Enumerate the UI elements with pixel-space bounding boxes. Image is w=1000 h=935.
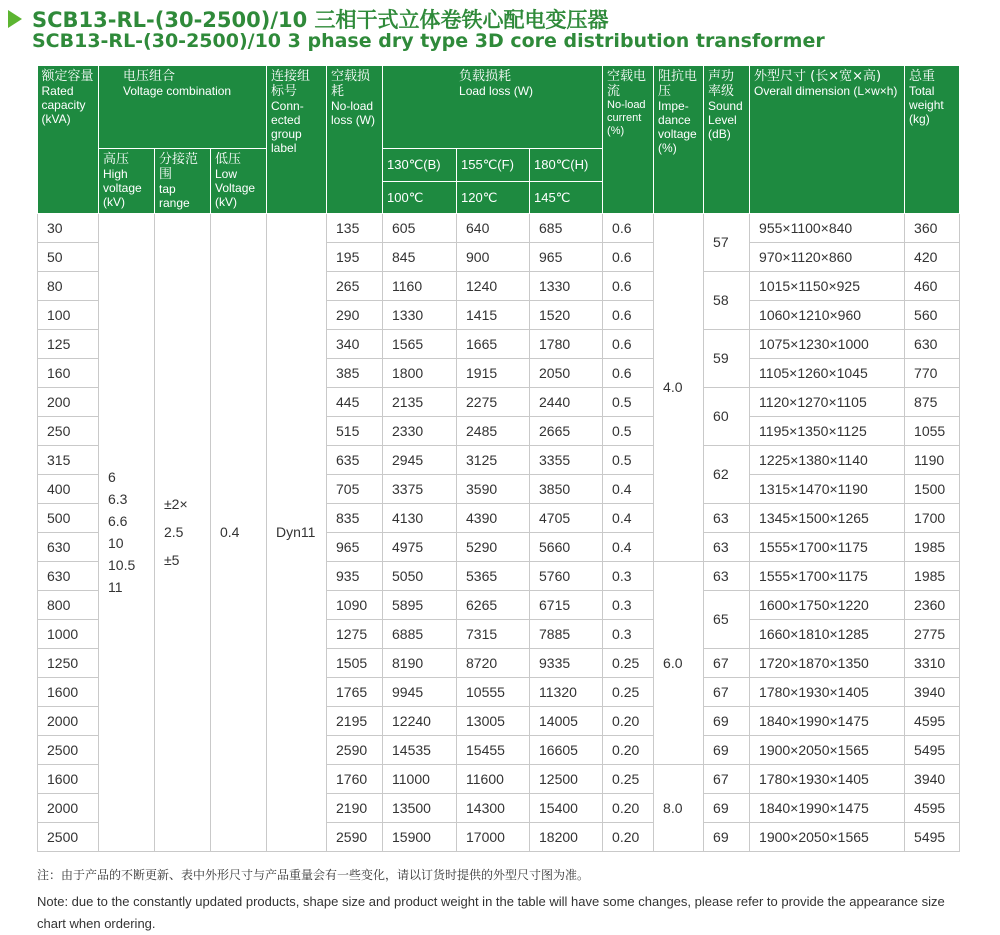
cell-load-loss-f: 13005	[457, 706, 530, 735]
cell-overall-dimension: 1780×1930×1405	[750, 764, 905, 793]
cell-load-loss-b: 4130	[383, 503, 457, 532]
cell-load-loss-f: 14300	[457, 793, 530, 822]
cell-load-loss-f: 3590	[457, 474, 530, 503]
tap-range-value: 2.5	[164, 524, 184, 540]
cell-load-loss-b: 1330	[383, 300, 457, 329]
cell-total-weight: 2775	[905, 619, 960, 648]
cell-low-voltage: 0.4	[211, 213, 267, 851]
cell-load-loss-h: 9335	[530, 648, 603, 677]
cell-sound-level: 69	[704, 793, 750, 822]
header-impedance-voltage: 阻抗电压 Impe-dance voltage (%)	[654, 66, 704, 213]
high-voltage-value: 10.5	[108, 557, 136, 573]
cell-no-load-current: 0.25	[603, 648, 654, 677]
cell-total-weight: 5495	[905, 735, 960, 764]
cell-load-loss-b: 12240	[383, 706, 457, 735]
cell-rated-capacity: 200	[38, 387, 99, 416]
cell-no-load-current: 0.3	[603, 590, 654, 619]
cell-sound-level: 63	[704, 561, 750, 590]
cell-high-voltage	[99, 213, 155, 851]
spec-table	[37, 66, 960, 852]
cell-rated-capacity: 125	[38, 329, 99, 358]
cell-overall-dimension: 1840×1990×1475	[750, 793, 905, 822]
cell-rated-capacity: 800	[38, 590, 99, 619]
header-no-load-current: 空载电流 No-load current (%)	[603, 66, 654, 213]
page-title-en: SCB13-RL-(30-2500)/10 3 phase dry type 3D core distribution transformer	[32, 30, 825, 52]
cell-no-load-current: 0.6	[603, 242, 654, 271]
header-voltage-combination: 电压组合 Voltage combination	[99, 66, 267, 148]
cell-total-weight: 875	[905, 387, 960, 416]
cell-no-load-loss: 135	[327, 213, 383, 242]
cell-no-load-current: 0.5	[603, 387, 654, 416]
high-voltage-value: 6.6	[108, 513, 128, 529]
title-block	[8, 4, 998, 52]
cell-no-load-current: 0.20	[603, 735, 654, 764]
cell-load-loss-h: 2440	[530, 387, 603, 416]
cell-load-loss-b: 2330	[383, 416, 457, 445]
cell-load-loss-b: 2135	[383, 387, 457, 416]
cell-overall-dimension: 1345×1500×1265	[750, 503, 905, 532]
cell-overall-dimension: 1225×1380×1140	[750, 445, 905, 474]
cell-total-weight: 1985	[905, 561, 960, 590]
note-cn: 注：由于产品的不断更新、表中外形尺寸与产品重量会有一些变化，请以订货时提供的外型尺寸图为准。	[37, 868, 590, 882]
cell-no-load-loss: 445	[327, 387, 383, 416]
cell-total-weight: 3310	[905, 648, 960, 677]
header-temp-b-rise: 100℃	[383, 182, 457, 213]
cell-total-weight: 4595	[905, 706, 960, 735]
cell-no-load-current: 0.6	[603, 329, 654, 358]
cell-no-load-current: 0.3	[603, 619, 654, 648]
tap-range-value: ±5	[164, 552, 180, 568]
note-en: Note: due to the constantly updated products, shape size and product weight in the table will have some changes, please refer to provide the appearance size chart when ordering.	[37, 894, 945, 931]
cell-rated-capacity: 630	[38, 561, 99, 590]
cell-total-weight: 460	[905, 271, 960, 300]
triangle-arrow-icon	[8, 10, 22, 28]
cell-load-loss-h: 11320	[530, 677, 603, 706]
cell-load-loss-f: 8720	[457, 648, 530, 677]
cell-load-loss-b: 1565	[383, 329, 457, 358]
cell-no-load-current: 0.6	[603, 358, 654, 387]
cell-no-load-current: 0.6	[603, 213, 654, 242]
cell-total-weight: 560	[905, 300, 960, 329]
cell-load-loss-b: 4975	[383, 532, 457, 561]
cell-load-loss-h: 3355	[530, 445, 603, 474]
header-high-voltage: 高压 High voltage (kV)	[99, 148, 155, 213]
cell-load-loss-h: 5760	[530, 561, 603, 590]
cell-rated-capacity: 400	[38, 474, 99, 503]
cell-no-load-loss: 1760	[327, 764, 383, 793]
cell-load-loss-f: 1915	[457, 358, 530, 387]
cell-rated-capacity: 2000	[38, 706, 99, 735]
cell-load-loss-f: 5290	[457, 532, 530, 561]
cell-load-loss-b: 15900	[383, 822, 457, 851]
cell-no-load-loss: 835	[327, 503, 383, 532]
cell-rated-capacity: 1000	[38, 619, 99, 648]
cell-sound-level: 58	[704, 271, 750, 329]
cell-rated-capacity: 160	[38, 358, 99, 387]
cell-load-loss-f: 2485	[457, 416, 530, 445]
cell-load-loss-h: 965	[530, 242, 603, 271]
cell-sound-level: 67	[704, 764, 750, 793]
cell-load-loss-h: 2050	[530, 358, 603, 387]
cell-no-load-loss: 1765	[327, 677, 383, 706]
cell-load-loss-f: 3125	[457, 445, 530, 474]
cell-no-load-loss: 935	[327, 561, 383, 590]
cell-no-load-current: 0.5	[603, 445, 654, 474]
header-tap-range: 分接范围 tap range	[155, 148, 211, 213]
cell-rated-capacity: 1600	[38, 677, 99, 706]
cell-no-load-current: 0.25	[603, 764, 654, 793]
table-body	[38, 213, 960, 851]
header-low-voltage: 低压 Low Voltage (kV)	[211, 148, 267, 213]
cell-overall-dimension: 1600×1750×1220	[750, 590, 905, 619]
cell-rated-capacity: 30	[38, 213, 99, 242]
cell-load-loss-h: 1520	[530, 300, 603, 329]
cell-rated-capacity: 2500	[38, 735, 99, 764]
cell-overall-dimension: 1195×1350×1125	[750, 416, 905, 445]
cell-rated-capacity: 100	[38, 300, 99, 329]
cell-sound-level: 69	[704, 706, 750, 735]
header-connected-group: 连接组标号 Conn-ected group label	[267, 66, 327, 213]
cell-sound-level: 62	[704, 445, 750, 503]
cell-no-load-loss: 340	[327, 329, 383, 358]
tap-range-value: ±2×	[164, 496, 188, 512]
cell-overall-dimension: 1015×1150×925	[750, 271, 905, 300]
table-header	[38, 66, 960, 213]
high-voltage-value: 11	[108, 579, 123, 595]
cell-sound-level: 57	[704, 213, 750, 271]
cell-load-loss-h: 5660	[530, 532, 603, 561]
cell-load-loss-f: 10555	[457, 677, 530, 706]
cell-no-load-current: 0.20	[603, 793, 654, 822]
cell-total-weight: 360	[905, 213, 960, 242]
cell-load-loss-b: 5050	[383, 561, 457, 590]
cell-overall-dimension: 1060×1210×960	[750, 300, 905, 329]
cell-no-load-loss: 2195	[327, 706, 383, 735]
cell-no-load-current: 0.4	[603, 474, 654, 503]
cell-no-load-current: 0.5	[603, 416, 654, 445]
cell-load-loss-b: 14535	[383, 735, 457, 764]
cell-load-loss-f: 6265	[457, 590, 530, 619]
cell-load-loss-h: 16605	[530, 735, 603, 764]
cell-rated-capacity: 80	[38, 271, 99, 300]
cell-no-load-loss: 1275	[327, 619, 383, 648]
cell-load-loss-b: 13500	[383, 793, 457, 822]
cell-overall-dimension: 1660×1810×1285	[750, 619, 905, 648]
cell-rated-capacity: 315	[38, 445, 99, 474]
cell-no-load-current: 0.4	[603, 503, 654, 532]
cell-total-weight: 1500	[905, 474, 960, 503]
cell-no-load-loss: 2590	[327, 822, 383, 851]
cell-no-load-loss: 265	[327, 271, 383, 300]
cell-load-loss-h: 1330	[530, 271, 603, 300]
cell-total-weight: 770	[905, 358, 960, 387]
cell-rated-capacity: 1250	[38, 648, 99, 677]
cell-load-loss-b: 9945	[383, 677, 457, 706]
cell-sound-level: 63	[704, 503, 750, 532]
cell-load-loss-b: 845	[383, 242, 457, 271]
cell-load-loss-f: 4390	[457, 503, 530, 532]
cell-no-load-current: 0.4	[603, 532, 654, 561]
cell-total-weight: 3940	[905, 764, 960, 793]
cell-impedance-voltage: 6.0	[654, 561, 704, 764]
cell-load-loss-b: 3375	[383, 474, 457, 503]
cell-sound-level: 69	[704, 735, 750, 764]
cell-no-load-loss: 195	[327, 242, 383, 271]
cell-total-weight: 2360	[905, 590, 960, 619]
cell-load-loss-h: 14005	[530, 706, 603, 735]
cell-sound-level: 69	[704, 822, 750, 851]
cell-total-weight: 1055	[905, 416, 960, 445]
cell-load-loss-h: 3850	[530, 474, 603, 503]
page-title-cn: SCB13-RL-(30-2500)/10 三相干式立体卷铁心配电变压器	[32, 8, 609, 32]
cell-load-loss-h: 1780	[530, 329, 603, 358]
cell-load-loss-f: 1415	[457, 300, 530, 329]
cell-no-load-loss: 1090	[327, 590, 383, 619]
cell-overall-dimension: 1720×1870×1350	[750, 648, 905, 677]
cell-total-weight: 4595	[905, 793, 960, 822]
cell-rated-capacity: 2000	[38, 793, 99, 822]
header-no-load-loss: 空载损耗 No-load loss (W)	[327, 66, 383, 213]
cell-load-loss-b: 605	[383, 213, 457, 242]
cell-rated-capacity: 2500	[38, 822, 99, 851]
cell-overall-dimension: 1555×1700×1175	[750, 561, 905, 590]
cell-overall-dimension: 1780×1930×1405	[750, 677, 905, 706]
cell-impedance-voltage: 8.0	[654, 764, 704, 851]
cell-impedance-voltage: 4.0	[654, 213, 704, 561]
cell-rated-capacity: 500	[38, 503, 99, 532]
cell-overall-dimension: 1555×1700×1175	[750, 532, 905, 561]
cell-load-loss-f: 900	[457, 242, 530, 271]
header-sound-level: 声功率级 Sound Level (dB)	[704, 66, 750, 213]
high-voltage-value: 6.3	[108, 491, 128, 507]
cell-total-weight: 420	[905, 242, 960, 271]
header-temp-h: 180℃(H)	[530, 148, 603, 182]
header-temp-b: 130℃(B)	[383, 148, 457, 182]
cell-load-loss-f: 5365	[457, 561, 530, 590]
cell-no-load-loss: 2590	[327, 735, 383, 764]
cell-sound-level: 63	[704, 532, 750, 561]
cell-overall-dimension: 1105×1260×1045	[750, 358, 905, 387]
cell-sound-level: 67	[704, 648, 750, 677]
cell-no-load-loss: 1505	[327, 648, 383, 677]
header-load-loss: 负载损耗 Load loss (W)	[383, 66, 603, 148]
cell-overall-dimension: 1075×1230×1000	[750, 329, 905, 358]
cell-rated-capacity: 1600	[38, 764, 99, 793]
cell-load-loss-b: 6885	[383, 619, 457, 648]
header-total-weight: 总重 Total weight (kg)	[905, 66, 960, 213]
cell-load-loss-b: 1160	[383, 271, 457, 300]
cell-total-weight: 1985	[905, 532, 960, 561]
cell-tap-range	[155, 213, 211, 851]
cell-load-loss-f: 640	[457, 213, 530, 242]
cell-load-loss-f: 2275	[457, 387, 530, 416]
table-row	[38, 213, 960, 242]
cell-load-loss-b: 2945	[383, 445, 457, 474]
header-rated-capacity: 额定容量 Rated capacity (kVA)	[38, 66, 99, 213]
cell-no-load-loss: 2190	[327, 793, 383, 822]
cell-load-loss-b: 1800	[383, 358, 457, 387]
cell-load-loss-f: 17000	[457, 822, 530, 851]
header-temp-h-rise: 145℃	[530, 182, 603, 213]
cell-no-load-loss: 965	[327, 532, 383, 561]
cell-no-load-current: 0.20	[603, 822, 654, 851]
cell-no-load-loss: 705	[327, 474, 383, 503]
cell-sound-level: 65	[704, 590, 750, 648]
cell-total-weight: 630	[905, 329, 960, 358]
high-voltage-value: 10	[108, 535, 124, 551]
cell-sound-level: 60	[704, 387, 750, 445]
cell-load-loss-h: 18200	[530, 822, 603, 851]
cell-load-loss-f: 15455	[457, 735, 530, 764]
cell-overall-dimension: 1900×2050×1565	[750, 735, 905, 764]
cell-load-loss-f: 7315	[457, 619, 530, 648]
cell-no-load-loss: 635	[327, 445, 383, 474]
cell-connected-group: Dyn11	[267, 213, 327, 851]
cell-load-loss-h: 685	[530, 213, 603, 242]
cell-rated-capacity: 50	[38, 242, 99, 271]
cell-total-weight: 1700	[905, 503, 960, 532]
cell-overall-dimension: 1120×1270×1105	[750, 387, 905, 416]
cell-load-loss-b: 5895	[383, 590, 457, 619]
cell-overall-dimension: 1315×1470×1190	[750, 474, 905, 503]
cell-load-loss-b: 11000	[383, 764, 457, 793]
cell-no-load-current: 0.20	[603, 706, 654, 735]
cell-load-loss-h: 15400	[530, 793, 603, 822]
cell-load-loss-f: 1240	[457, 271, 530, 300]
cell-no-load-current: 0.6	[603, 271, 654, 300]
cell-overall-dimension: 1840×1990×1475	[750, 706, 905, 735]
cell-total-weight: 5495	[905, 822, 960, 851]
header-overall-dimension: 外型尺寸 (长×宽×高) Overall dimension (L×w×h)	[750, 66, 905, 213]
cell-no-load-current: 0.6	[603, 300, 654, 329]
cell-total-weight: 3940	[905, 677, 960, 706]
cell-load-loss-f: 11600	[457, 764, 530, 793]
cell-sound-level: 59	[704, 329, 750, 387]
cell-no-load-loss: 515	[327, 416, 383, 445]
cell-no-load-current: 0.25	[603, 677, 654, 706]
cell-sound-level: 67	[704, 677, 750, 706]
cell-rated-capacity: 630	[38, 532, 99, 561]
cell-rated-capacity: 250	[38, 416, 99, 445]
cell-load-loss-h: 7885	[530, 619, 603, 648]
cell-overall-dimension: 1900×2050×1565	[750, 822, 905, 851]
cell-load-loss-h: 12500	[530, 764, 603, 793]
cell-total-weight: 1190	[905, 445, 960, 474]
cell-load-loss-h: 4705	[530, 503, 603, 532]
cell-load-loss-b: 8190	[383, 648, 457, 677]
cell-load-loss-f: 1665	[457, 329, 530, 358]
cell-load-loss-h: 6715	[530, 590, 603, 619]
header-temp-f-rise: 120℃	[457, 182, 530, 213]
cell-no-load-loss: 290	[327, 300, 383, 329]
cell-no-load-loss: 385	[327, 358, 383, 387]
cell-overall-dimension: 970×1120×860	[750, 242, 905, 271]
cell-no-load-current: 0.3	[603, 561, 654, 590]
header-temp-f: 155℃(F)	[457, 148, 530, 182]
cell-overall-dimension: 955×1100×840	[750, 213, 905, 242]
cell-load-loss-h: 2665	[530, 416, 603, 445]
high-voltage-value: 6	[108, 469, 116, 485]
